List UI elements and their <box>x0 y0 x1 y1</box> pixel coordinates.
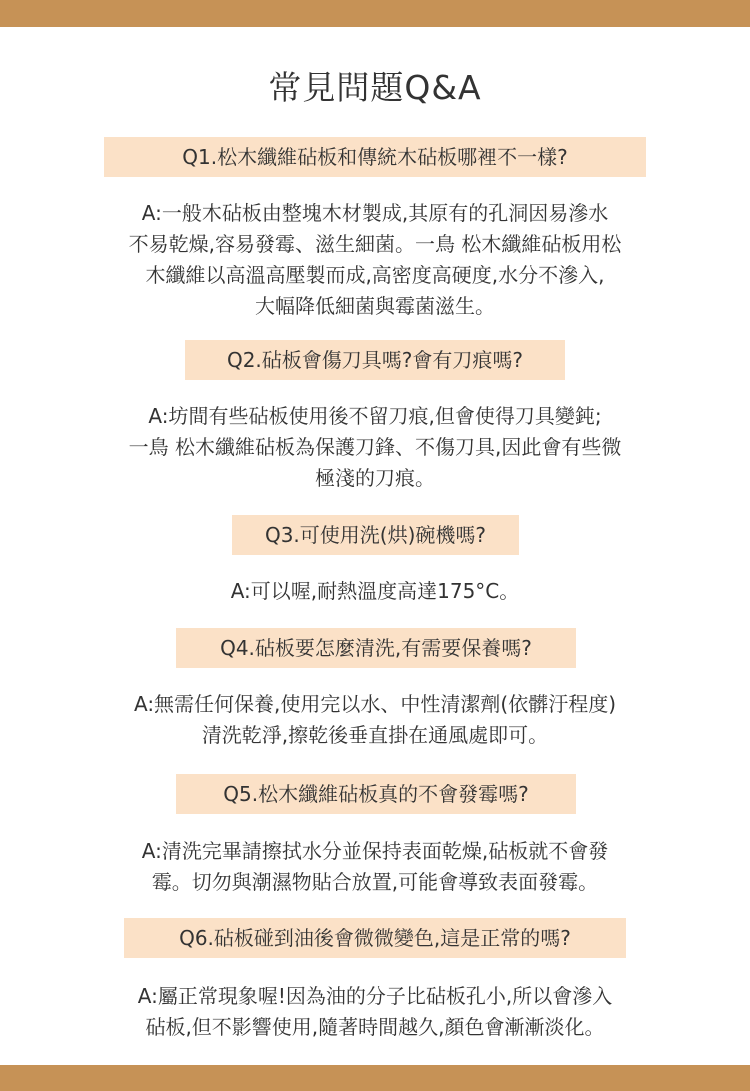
top-band <box>0 0 750 27</box>
question-5: Q5.松木纖維砧板真的不會發霉嗎? <box>176 774 576 814</box>
answer-6-line: 砧板,但不影響使用,隨著時間越久,顏色會漸漸淡化。 <box>145 1015 605 1039</box>
answer-3 <box>70 576 680 607</box>
answer-2 <box>70 401 680 494</box>
page-title: 常見問題Q&A <box>268 68 482 107</box>
answer-5-line: 霉。切勿與潮濕物貼合放置,可能會導致表面發霉。 <box>151 870 599 894</box>
answer-3-line: A:可以喔,耐熱溫度高達175°C。 <box>230 579 520 603</box>
answer-2-line: A:坊間有些砧板使用後不留刀痕,但會使得刀具變鈍; <box>148 404 602 428</box>
question-6: Q6.砧板碰到油後會微微變色,這是正常的嗎? <box>124 918 626 958</box>
question-3: Q3.可使用洗(烘)碗機嗎? <box>232 515 519 555</box>
answer-2-line: 極淺的刀痕。 <box>315 466 435 490</box>
answer-1 <box>70 198 680 322</box>
bottom-band <box>0 1065 750 1091</box>
answer-6-line: A:屬正常現象喔!因為油的分子比砧板孔小,所以會滲入 <box>137 984 613 1008</box>
answer-4-line: 清洗乾淨,擦乾後垂直掛在通風處即可。 <box>201 723 549 747</box>
answer-6 <box>70 981 680 1043</box>
question-2: Q2.砧板會傷刀具嗎?會有刀痕嗎? <box>185 340 565 380</box>
answer-1-line: 不易乾燥,容易發霉、滋生細菌。一鳥 松木纖維砧板用松 <box>128 232 622 256</box>
answer-4 <box>70 689 680 751</box>
answer-4-line: A:無需任何保養,使用完以水、中性清潔劑(依髒汙程度) <box>133 692 617 716</box>
answer-1-line: A:一般木砧板由整塊木材製成,其原有的孔洞因易滲水 <box>141 201 609 225</box>
answer-1-line: 大幅降低細菌與霉菌滋生。 <box>255 294 495 318</box>
answer-5-line: A:清洗完畢請擦拭水分並保持表面乾燥,砧板就不會發 <box>141 839 609 863</box>
answer-1-line: 木纖維以高溫高壓製而成,高密度高硬度,水分不滲入, <box>145 263 605 287</box>
question-4: Q4.砧板要怎麼清洗,有需要保養嗎? <box>176 628 576 668</box>
answer-5 <box>70 836 680 898</box>
question-1: Q1.松木纖維砧板和傳統木砧板哪裡不一樣? <box>104 137 646 177</box>
answer-2-line: 一鳥 松木纖維砧板為保護刀鋒、不傷刀具,因此會有些微 <box>128 435 622 459</box>
